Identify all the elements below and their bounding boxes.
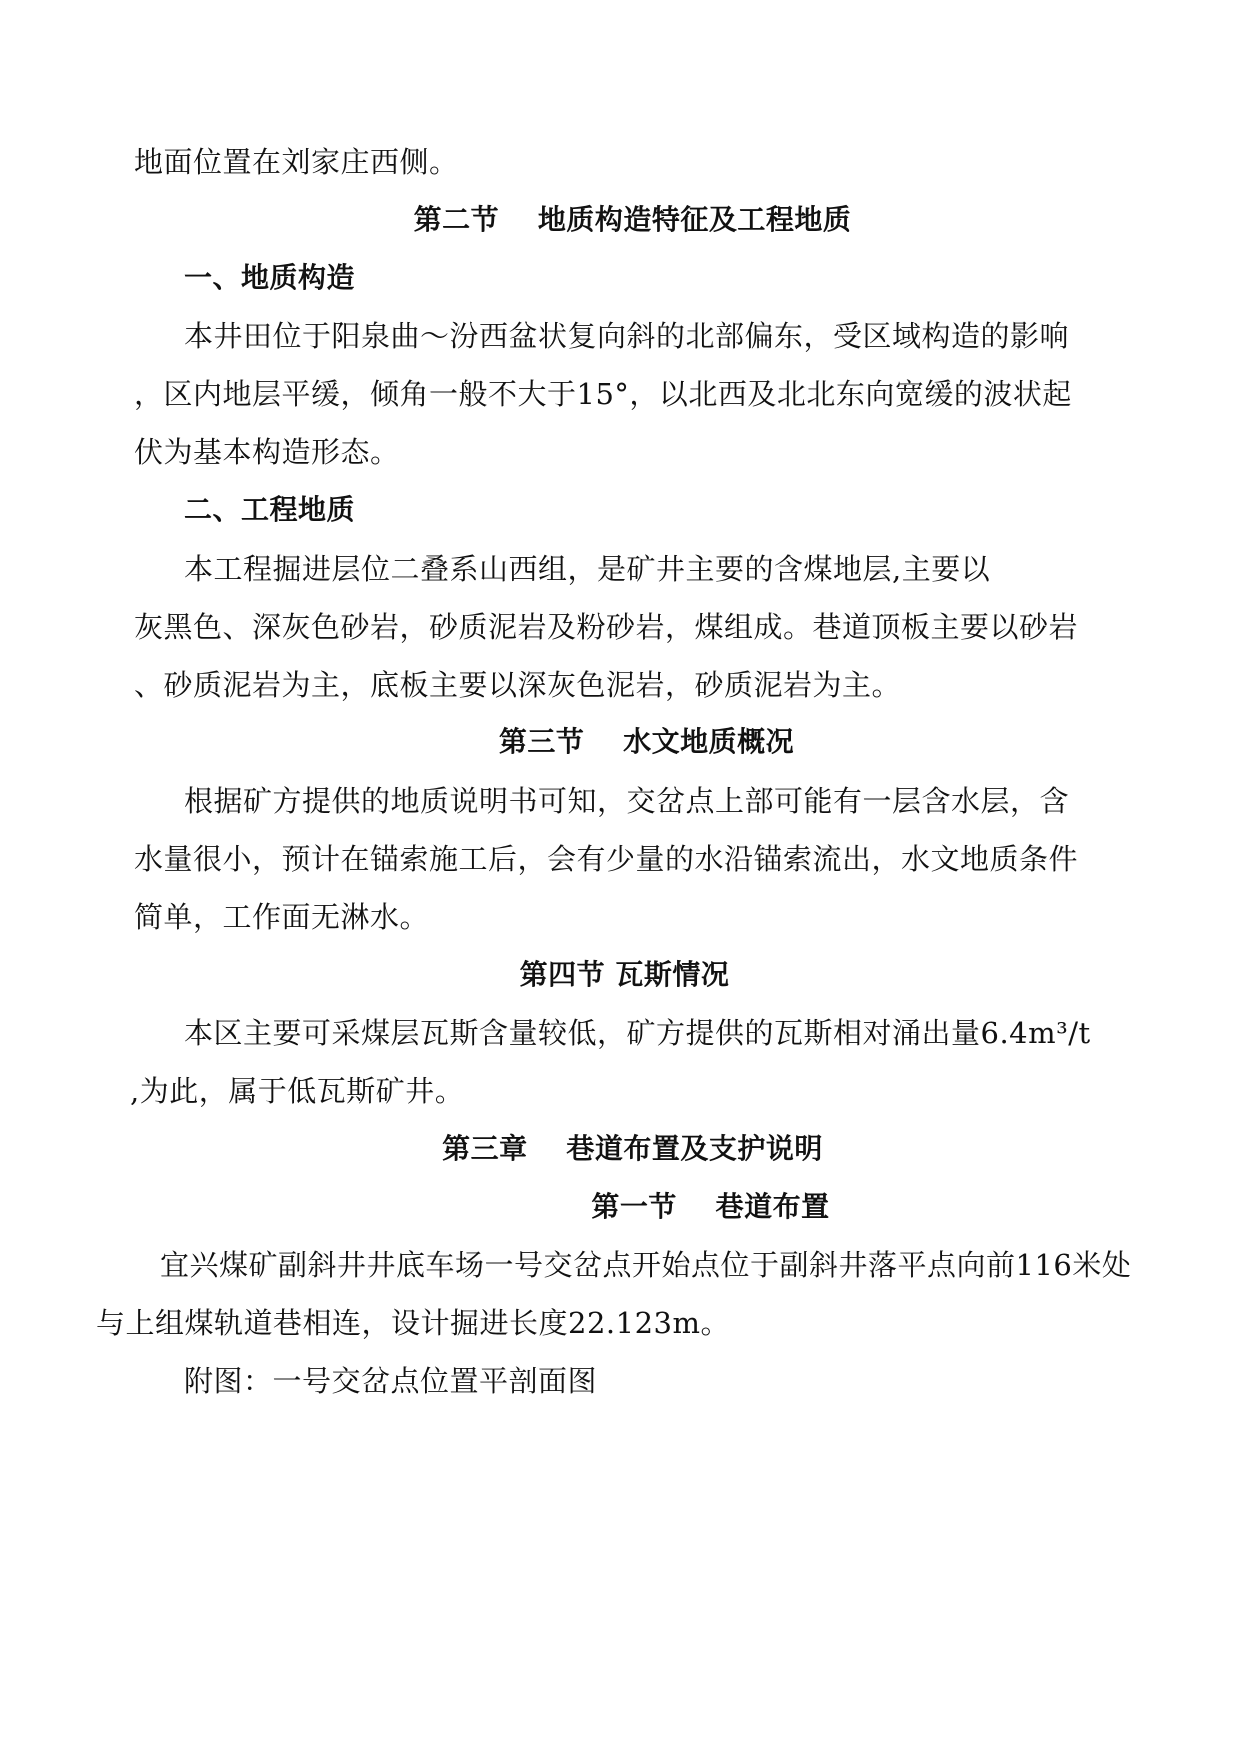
hydrogeology-line-3: 简单，工作面无淋水。: [134, 900, 430, 934]
roadway-layout-line-1: 宜兴煤矿副斜井井底车场一号交岔点开始点位于副斜井落平点向前116米处: [160, 1248, 1132, 1282]
roadway-layout-line-2: 与上组煤轨道巷相连，设计掘进长度22.123m。: [96, 1306, 730, 1340]
subsection-geology-structure-heading: 一、地质构造: [184, 261, 356, 294]
engineering-geology-line-2: 灰黑色、深灰色砂岩，砂质泥岩及粉砂岩，煤组成。巷道顶板主要以砂岩: [134, 610, 1079, 644]
subsection-engineering-geology-heading: 二、工程地质: [184, 493, 356, 526]
chapter-3-section-1-heading: 第一节 巷道布置: [591, 1190, 830, 1223]
geology-structure-line-2: ，区内地层平缓，倾角一般不大于15°，以北西及北北东向宽缓的波状起: [134, 377, 1072, 411]
engineering-geology-line-3: 、砂质泥岩为主，底板主要以深灰色泥岩，砂质泥岩为主。: [134, 668, 902, 702]
gas-line-2: ,为此，属于低瓦斯矿井。: [130, 1074, 465, 1108]
geology-structure-line-3: 伏为基本构造形态。: [134, 435, 400, 469]
engineering-geology-line-1: 本工程掘进层位二叠系山西组，是矿井主要的含煤地层,主要以: [184, 552, 991, 586]
section-3-heading: 第三节 水文地质概况: [498, 725, 795, 758]
section-4-heading: 第四节 瓦斯情况: [519, 958, 730, 991]
chapter-3-heading: 第三章 巷道布置及支护说明: [442, 1132, 823, 1165]
geology-structure-line-1: 本井田位于阳泉曲～汾西盆状复向斜的北部偏东，受区域构造的影响: [184, 319, 1070, 353]
gas-line-1: 本区主要可采煤层瓦斯含量较低，矿方提供的瓦斯相对涌出量6.4m³/t: [184, 1016, 1091, 1050]
paragraph-intro: 地面位置在刘家庄西侧。: [134, 145, 459, 179]
hydrogeology-line-2: 水量很小，预计在锚索施工后，会有少量的水沿锚索流出，水文地质条件: [134, 842, 1079, 876]
section-2-heading: 第二节 地质构造特征及工程地质: [413, 203, 852, 236]
hydrogeology-line-1: 根据矿方提供的地质说明书可知，交岔点上部可能有一层含水层，含: [184, 784, 1070, 818]
attachment-note: 附图：一号交岔点位置平剖面图: [184, 1364, 598, 1398]
